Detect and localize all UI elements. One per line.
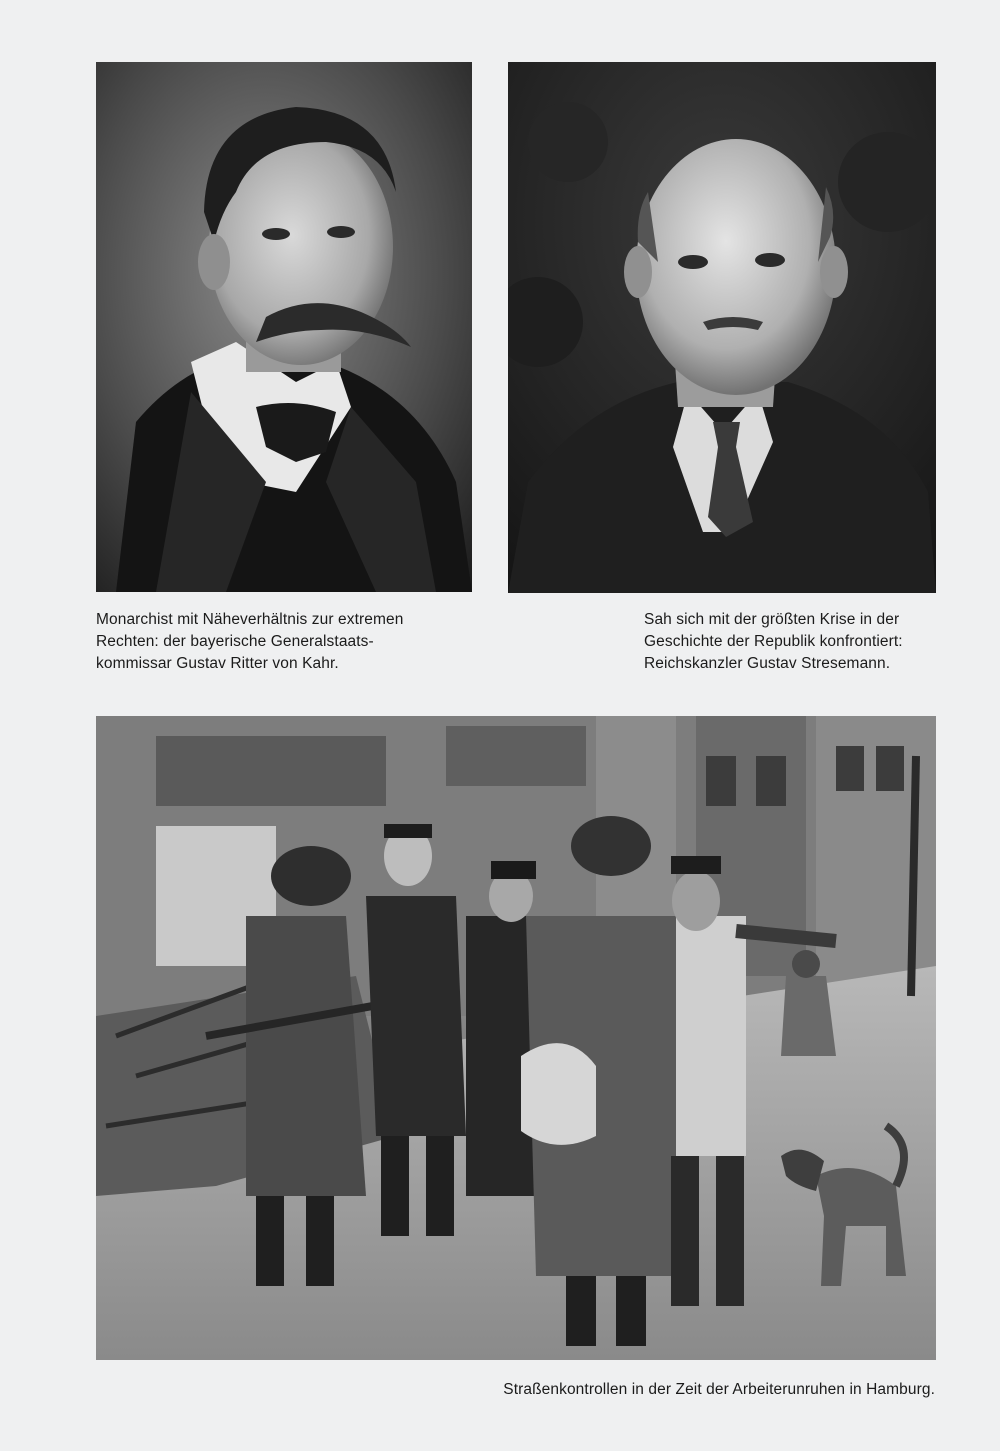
portrait-kahr-illustration [96, 62, 472, 592]
caption-kahr-line-3: kommissar Gustav Ritter von Kahr. [96, 655, 339, 672]
caption-kahr-line-2: Rechten: der bayerische Generalstaats- [96, 633, 374, 650]
portrait-stresemann-illustration [508, 62, 936, 593]
caption-stresemann-line-3: Reichskanzler Gustav Stresemann. [644, 655, 891, 672]
portrait-photo-kahr [96, 62, 472, 592]
caption-stresemann [644, 609, 944, 675]
caption-street [503, 1379, 935, 1401]
portrait-photo-stresemann [508, 62, 936, 593]
street-checkpoint-illustration [96, 716, 936, 1360]
caption-kahr [96, 609, 476, 675]
caption-stresemann-line-2: Geschichte der Republik konfrontiert: [644, 633, 903, 650]
caption-kahr-line-1: Monarchist mit Näheverhältnis zur extremen [96, 611, 404, 628]
caption-street-line-1: Straßenkontrollen in der Zeit der Arbeiterunruhen in Hamburg. [503, 1381, 935, 1398]
street-checkpoint-photo [96, 716, 936, 1360]
caption-stresemann-line-1: Sah sich mit der größten Krise in der [644, 611, 900, 628]
